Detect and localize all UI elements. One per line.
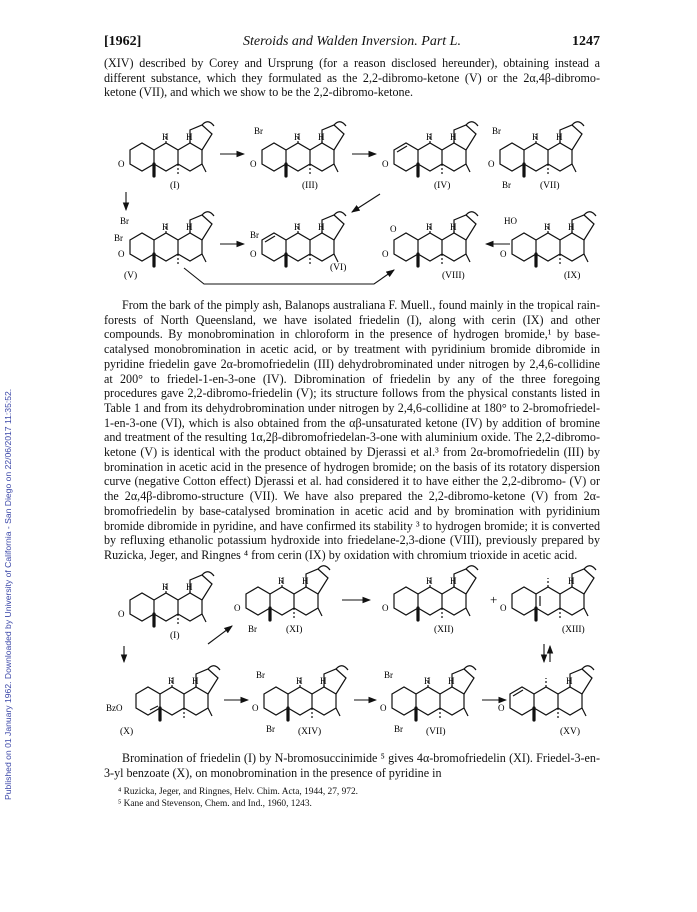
footnote-4: ⁴ Ruzicka, Jeger, and Ringnes, Helv. Chim. Acta, 1944, 27, 972. bbox=[118, 787, 359, 797]
compound-label: (XI) bbox=[286, 625, 303, 635]
atom-O: O bbox=[382, 603, 389, 613]
atom-H: H bbox=[568, 576, 575, 586]
structure-XIV bbox=[252, 666, 348, 737]
atom-H: H bbox=[532, 132, 539, 142]
atom-H: H bbox=[302, 576, 309, 586]
structure-V bbox=[114, 212, 214, 281]
structure-XIII bbox=[500, 566, 596, 635]
atom-Br: Br bbox=[384, 670, 393, 680]
atom-H: H bbox=[450, 132, 457, 142]
compound-label: (IV) bbox=[434, 181, 451, 191]
atom-H: H bbox=[426, 576, 433, 586]
reaction-scheme-2 bbox=[104, 560, 600, 746]
atom-H: H bbox=[294, 132, 301, 142]
compound-label: (XIV) bbox=[298, 727, 322, 737]
atom-O: O bbox=[500, 249, 507, 259]
structure-I bbox=[118, 572, 214, 641]
compound-label: (I) bbox=[170, 631, 180, 641]
atom-H: H bbox=[162, 222, 169, 232]
atom-O: O bbox=[250, 249, 257, 259]
plus-sign: + bbox=[490, 592, 498, 607]
structure-IV bbox=[382, 122, 478, 191]
atom-H: H bbox=[320, 676, 327, 686]
atom-H: H bbox=[568, 222, 575, 232]
compound-label: (III) bbox=[302, 181, 318, 191]
atom-H: H bbox=[450, 222, 457, 232]
atom-O: O bbox=[252, 703, 259, 713]
paragraph-bromination: Bromination of friedelin (I) by N-bromosuccinimide ⁵ gives 4α-bromofriedelin (XI). Friedel-3-en-3-yl benzoate (X), on monobromination in the presence of pyridine in bbox=[104, 751, 600, 780]
atom-H: H bbox=[424, 676, 431, 686]
atom-Br: Br bbox=[502, 180, 511, 190]
atom-H: H bbox=[318, 222, 325, 232]
compound-label: (I) bbox=[170, 181, 180, 191]
atom-Br: Br bbox=[266, 724, 275, 734]
compound-label: (IX) bbox=[564, 271, 581, 281]
atom-H: H bbox=[186, 582, 193, 592]
atom-O: O bbox=[118, 249, 125, 259]
atom-H: H bbox=[278, 576, 285, 586]
atom-H: H bbox=[162, 132, 169, 142]
atom-O: O bbox=[488, 159, 495, 169]
structure-XI bbox=[234, 566, 330, 635]
atom-O: O bbox=[380, 703, 387, 713]
atom-Br: Br bbox=[254, 126, 263, 136]
structure-VII bbox=[380, 666, 476, 737]
download-watermark bbox=[1, 110, 15, 800]
atom-O: O bbox=[500, 603, 507, 613]
page-number: 1247 bbox=[572, 34, 600, 49]
structure-IX bbox=[500, 212, 596, 281]
atom-H: H bbox=[450, 576, 457, 586]
compound-label: (X) bbox=[120, 727, 134, 737]
structure-I bbox=[118, 122, 214, 191]
reaction-arrow bbox=[184, 268, 394, 284]
atom-O: O bbox=[382, 159, 389, 169]
atom-H: H bbox=[162, 582, 169, 592]
atom-Br: Br bbox=[248, 624, 257, 634]
header-title: Steroids and Walden Inversion. Part L. bbox=[243, 34, 461, 49]
atom-H: H bbox=[566, 676, 573, 686]
atom-H: H bbox=[544, 222, 551, 232]
atom-Br: Br bbox=[114, 233, 123, 243]
header-year: [1962] bbox=[104, 34, 142, 49]
atom-O: O bbox=[234, 603, 241, 613]
atom-Br: Br bbox=[120, 216, 129, 226]
atom-O: O bbox=[498, 703, 505, 713]
structure-XV bbox=[498, 666, 594, 737]
atom-Br: Br bbox=[394, 724, 403, 734]
atom-H: H bbox=[296, 676, 303, 686]
atom-Br: Br bbox=[492, 126, 501, 136]
atom-O: O bbox=[382, 249, 389, 259]
atom-H: H bbox=[192, 676, 199, 686]
compound-label: (XV) bbox=[560, 727, 581, 737]
atom-H: H bbox=[426, 222, 433, 232]
reaction-arrow bbox=[352, 194, 380, 212]
structure-XII bbox=[382, 566, 478, 635]
paragraph-intro: (XIV) described by Corey and Ursprung (for a reason disclosed hereunder), obtaining instead a different substance, which they formulated as the 2,2-dibromo-ketone (V) or the 2α,4β-dibromo-ketone (VII), and which we show to be the 2,2-dibromo-ketone. bbox=[104, 56, 600, 100]
atom-H: H bbox=[556, 132, 563, 142]
atom-H: H bbox=[294, 222, 301, 232]
atom-O: O bbox=[118, 159, 125, 169]
footnote-5: ⁵ Kane and Stevenson, Chem. and Ind., 1960, 1243. bbox=[118, 799, 312, 809]
compound-label: (VIII) bbox=[442, 271, 465, 281]
reaction-scheme-1 bbox=[104, 112, 600, 292]
compound-label: (VII) bbox=[540, 181, 560, 191]
atom-H: H bbox=[168, 676, 175, 686]
atom-O: O bbox=[390, 224, 397, 234]
atom-O: O bbox=[250, 159, 257, 169]
structure-VI bbox=[250, 212, 346, 273]
atom-HO: HO bbox=[504, 216, 517, 226]
structure-VIII bbox=[382, 212, 478, 281]
compound-label: (VI) bbox=[330, 263, 347, 273]
compound-label: (V) bbox=[124, 271, 138, 281]
atom-O: O bbox=[118, 609, 125, 619]
atom-H: H bbox=[426, 132, 433, 142]
running-header bbox=[104, 34, 600, 54]
compound-label: (XIII) bbox=[562, 625, 585, 635]
structure-VII bbox=[488, 122, 584, 191]
atom-H: H bbox=[186, 132, 193, 142]
atom-BzO: BzO bbox=[106, 703, 123, 713]
download-watermark-text: Published on 01 January 1962. Downloaded by University of California - San Diego on 22/06/2017 11:35:52. bbox=[3, 388, 13, 800]
atom-H: H bbox=[318, 132, 325, 142]
compound-label: (VII) bbox=[426, 727, 446, 737]
atom-Br: Br bbox=[256, 670, 265, 680]
structure-X bbox=[106, 666, 220, 737]
structure-III bbox=[250, 122, 346, 191]
atom-H: H bbox=[186, 222, 193, 232]
atom-Br: Br bbox=[250, 230, 259, 240]
compound-label: (XII) bbox=[434, 625, 454, 635]
reaction-arrow bbox=[208, 626, 232, 644]
paragraph-main: From the bark of the pimply ash, Balanops australiana F. Muell., found mainly in the tropical rain-forests of North Queensland, we have isolated friedelin (I), along with cerin (IX) and other compounds. By monobromination in chloroform in the presence of hydrogen bromide,¹ by base-catalysed monobromination in acetic acid, or by treatment with pyridinium bromide dibromide in pyridine friedelin gave 2α-bromofriedelin (III) dehydrobrominated under nitrogen by 2,4,6-collidine at 200° to friedel-1-en-3-one (IV). Dibromination of friedelin by any of the three foregoing procedures gave 2,2-dibromo-friedelin (V); its structure follows from the physical constants listed in Table 1 and from its dehydrobromination under nitrogen by 2,4,6-collidine at 180° to 2-bromofriedel-1-en-3-one (VI), which is also obtained from the αβ-unsaturated ketone (IV) by addition of bromine and treatment of the resulting 1α,2β-dibromofriedelan-3-one with aluminium oxide. The 2,2-dibromo-ketone (V) is identical with the product obtained by Djerassi et al.³ from 2α-bromofriedelin (III) by bromination in acetic acid in the presence of hydrogen bromide; on the basis of its rotatory dispersion curve (negative Cotton effect) Djerassi et al. had considered it to have either the 2,2-dibromo- (V) or the 2α,4β-dibromo-structure (VII). We have also prepared the 2,2-dibromo-ketone (V) from 2α-bromofriedelin by base-catalysed bromination in acetic acid and by bromination with pyridinium bromide dibromide in pyridine, and have confirmed its stability ³ to hydrogen bromide; it is converted by refluxing ethanolic potassium hydroxide into friedelane-2,3-dione (VIII), previously prepared by Ruzicka, Jeger, and Ringnes ⁴ from cerin (IX) by oxidation with chromium trioxide in acetic acid. bbox=[104, 298, 600, 562]
atom-H: H bbox=[448, 676, 455, 686]
